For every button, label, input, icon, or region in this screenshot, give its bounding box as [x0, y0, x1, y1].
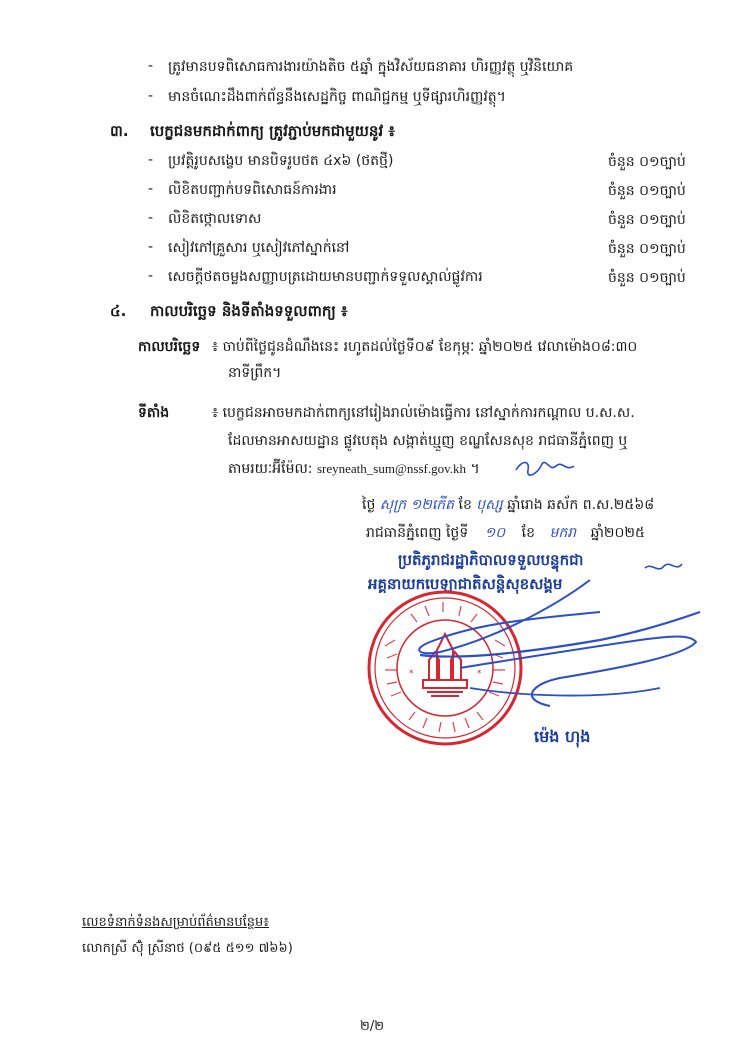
email-suffix: ។ [470, 461, 480, 477]
solar-suffix: ឆ្នាំ២០២៥ [590, 525, 645, 541]
solar-prefix: រាជធានីភ្នំពេញ ថ្ងៃទី [366, 525, 469, 541]
document-item-label: ប្រវត្តិរូបសង្ខេប មានបិទរូបថត ៤x៦ (ថតថ្មី) [168, 153, 394, 169]
email-prefix: តាមរយៈអ៊ីម៉ែល: [228, 461, 313, 477]
signer-name: ម៉េង ហុង [534, 727, 591, 746]
email-line [228, 460, 480, 478]
section-4-number: ៤. [110, 302, 127, 320]
location-label: ទីតាំង [138, 405, 170, 421]
signer-title-1: ប្រតិភូរាជរដ្ឋាភិបាលទទួលបន្ទុកជា [398, 551, 584, 569]
requirement-item: មានចំណេះដឹងពាក់ព័ន្ធនឹងសេដ្ឋកិច្ច ពាណិជ្ជកម្ម ឬទីផ្សារហិរញ្ញវត្ថុ។ [168, 89, 506, 105]
deadline-text: ៖ ចាប់ពីថ្ងៃជូនដំណឹងនេះ រហូតដល់ថ្ងៃទី០៩ ខែកុម្ភៈ ឆ្នាំ២០២៥ វេលាម៉ោង០៨:៣០ [212, 339, 638, 355]
deadline-text-cont: នាទីព្រឹក។ [228, 365, 282, 381]
solar-day-handwritten: ១០ [484, 525, 506, 541]
lunar-date-line [362, 496, 654, 514]
bullet-dash: - [148, 58, 154, 74]
solar-date-line [366, 524, 645, 542]
bullet-dash: - [148, 88, 154, 104]
requirement-item: ត្រូវមានបទពិសោធការងារយ៉ាងតិច ៥ឆ្នាំ ក្នុងវិស័យធនាគារ ហិរញ្ញវត្ថុ ឬវិនិយោគ [168, 59, 574, 75]
document-item-qty: ចំនួន ០១ច្បាប់ [608, 270, 686, 286]
lunar-month-handwritten: បុស្ស [476, 497, 503, 513]
deadline-label: កាលបរិច្ឆេទ [138, 339, 201, 355]
document-item-label: សេចក្តីថតចម្លងសញ្ញាបត្រដោយមានបញ្ជាក់ទទួលស្គាល់ផ្លូវការ [168, 269, 483, 285]
section-3-number: ៣. [110, 122, 129, 140]
bullet-dash: - [148, 210, 154, 226]
solar-month-label: ខែ [521, 525, 535, 541]
lunar-prefix: ថ្ងៃ [362, 497, 376, 513]
document-item-qty: ចំនួន ០១ច្បាប់ [608, 241, 686, 257]
email-link[interactable]: sreyneath_sum@nssf.gov.kh [316, 461, 467, 476]
section-3-title: បេក្ខជនមកដាក់ពាក្យ ត្រូវភ្ជាប់មកជាមួយនូវ ៖ [150, 122, 395, 140]
location-text: ៖ បេក្ខជនអាចមកដាក់ពាក្យនៅរៀងរាល់ម៉ោងធ្វើការ នៅស្នាក់ការកណ្តាល ប.ស.ស. [212, 405, 635, 421]
solar-month-handwritten: មករា [549, 525, 577, 541]
document-item-label: សៀវភៅគ្រួសារ ឬសៀវភៅស្នាក់នៅ [168, 240, 350, 256]
lunar-day-handwritten: សុក្រ ១២កើត [379, 497, 455, 513]
svg-text:*: * [409, 669, 414, 679]
document-item-qty: ចំនួន ០១ច្បាប់ [608, 183, 686, 199]
lunar-month-label: ខែ [458, 497, 472, 513]
svg-text:*: * [477, 669, 482, 679]
document-item-label: លិខិតថ្កោលទោស [168, 211, 262, 227]
bullet-dash: - [148, 268, 154, 284]
bullet-dash: - [148, 152, 154, 168]
contact-person: លោកស្រី ស៊ុំ ស្រីនាថ (០៩៥ ៥១១ ៧៦៦) [82, 941, 293, 956]
page-number: ២/២ [360, 1019, 385, 1034]
document-item-qty: ចំនួន ០១ច្បាប់ [608, 154, 686, 170]
initials-scribble [512, 456, 582, 478]
section-4-title: កាលបរិច្ឆេទ និងទីតាំងទទួលពាក្យ ៖ [150, 302, 348, 320]
document-item-qty: ចំនួន ០១ច្បាប់ [608, 212, 686, 228]
contact-label: លេខទំនាក់ទំនងសម្រាប់ព័ត៌មានបន្ថែម៖ [82, 915, 270, 930]
signature-icon [400, 560, 710, 730]
document-item-label: លិខិតបញ្ជាក់បទពិសោធន៍ការងារ [168, 182, 337, 198]
bullet-dash: - [148, 239, 154, 255]
bullet-dash: - [148, 181, 154, 197]
signer-title-2: អគ្គនាយកបេឡាជាតិសន្តិសុខសង្គម [368, 575, 563, 593]
location-text-cont: ដែលមានអាសយដ្ឋាន ផ្លូវបេតុង សង្កាត់ឃ្មួញ ខណ្ឌសែនសុខ រាជធានីភ្នំពេញ ឬ [228, 433, 628, 449]
lunar-suffix: ឆ្នាំរោង ឆស័ក ព.ស.២៥៦៨ [507, 497, 655, 513]
